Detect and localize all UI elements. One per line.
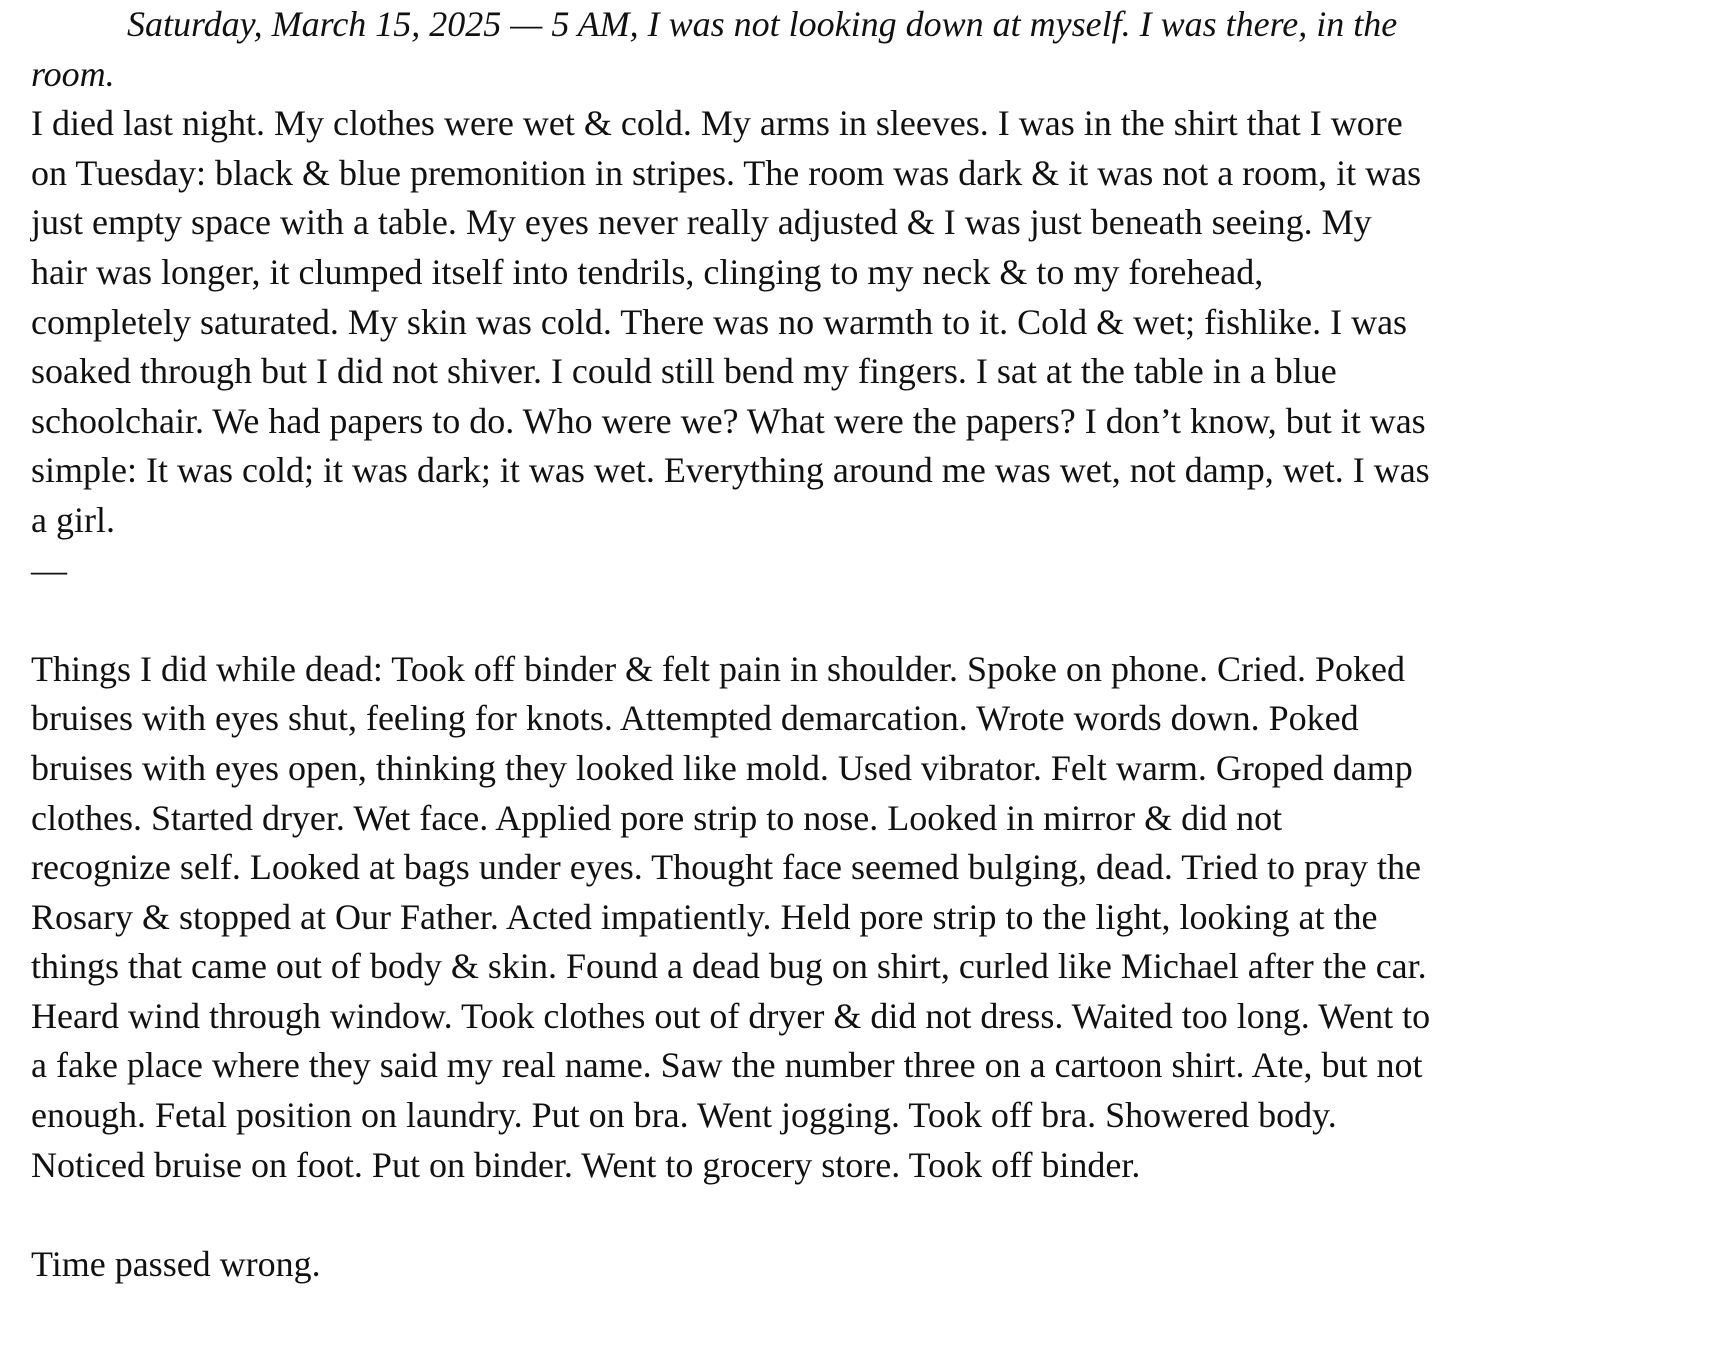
entry-heading: Saturday, March 15, 2025 — 5 AM, I was not looking down at myself. I was there, in the room. bbox=[31, 4, 1398, 94]
section-divider: — bbox=[31, 549, 67, 590]
blank-line bbox=[31, 595, 1431, 645]
paragraph-dream: I died last night. My clothes were wet & cold. My arms in sleeves. I was in the shirt that I wore on Tuesday: black & blue premonition in stripes. The room was dark & it was not a room, it was just empty space with a table. My eyes never really adjusted & I was just beneath seeing. My hair was longer, it clumped itself into tendrils, clinging to my neck & to my forehead, completely saturated. My skin was cold. There was no warmth to it. Cold & wet; fishlike. I was soaked through but I did not shiver. I could still bend my fingers. I sat at the table in a blue schoolchair. We had papers to do. Who were we? What were the papers? I don’t know, but it was simple: It was cold; it was dark; it was wet. Everything around me was wet, not damp, wet. I was a girl. bbox=[31, 103, 1430, 540]
blank-line bbox=[31, 1190, 1431, 1240]
paragraph-things-did: Things I did while dead: Took off binder & felt pain in shoulder. Spoke on phone. Cried. Poked bruises with eyes shut, feeling for knots. Attempted demarcation. Wrote words down. Poked bruises with eyes open, thinking they looked like mold. Used vibrator. Felt warm. Groped damp clothes. Started dryer. Wet face. Applied pore strip to nose. Looked in mirror & did not recognize self. Looked at bags under eyes. Thought face seemed bulging, dead. Tried to pray the Rosary & stopped at Our Father. Acted impatiently. Held pore strip to the light, looking at the things that came out of body & skin. Found a dead bug on shirt, curled like Michael after the car. Heard wind through window. Took clothes out of dryer & did not dress. Waited too long. Went to a fake place where they said my real name. Saw the number three on a cartoon shirt. Ate, but not enough. Fetal position on laundry. Put on bra. Went jogging. Took off bra. Showered body. Noticed bruise on foot. Put on binder. Went to grocery store. Took off binder. bbox=[31, 648, 1431, 1185]
journal-entry bbox=[31, 0, 1431, 1289]
closing-line: Time passed wrong. bbox=[31, 1243, 321, 1284]
